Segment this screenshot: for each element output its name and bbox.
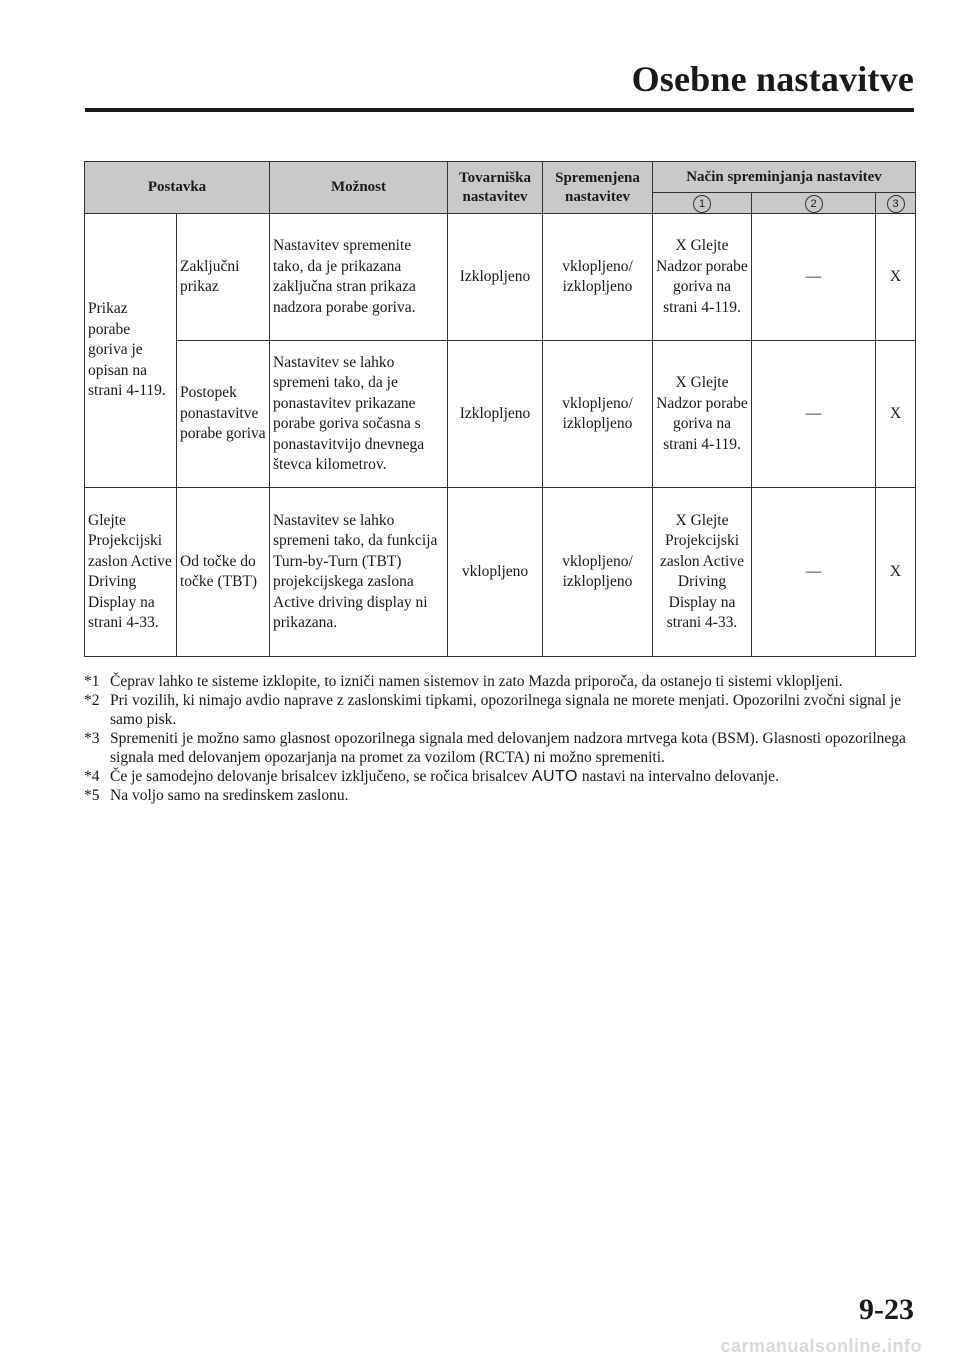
footnote-text: Pri vozilih, ki nimajo avdio naprave z zaslonskimi tipkami, opozorilnega signala ne morete menjati. Opozorilni zvočni signal je samo pisk. xyxy=(110,692,902,728)
cell-method-2: — xyxy=(752,488,876,657)
footnote xyxy=(84,691,924,729)
cell-postavka: Glejte Projekcijski zaslon Active Driving Display na strani 4-33. xyxy=(85,488,177,657)
cell-method-2: — xyxy=(752,214,876,341)
wiper-auto-icon: AUTO xyxy=(531,768,578,785)
cell-method-3: X xyxy=(876,488,916,657)
header-moznost: Možnost xyxy=(270,162,448,214)
header-spremenjena: Spremenjena nastavitev xyxy=(543,162,653,214)
footnote-text: Čeprav lahko te sisteme izklopite, to izniči namen sistemov in zato Mazda priporoča, da ostanejo ti sistemi vklopljeni. xyxy=(110,673,843,690)
cell-method-1: X Glejte Projekcijski zaslon Active Driving Display na strani 4-33. xyxy=(653,488,752,657)
title-rule xyxy=(85,108,914,112)
footnote xyxy=(84,767,924,786)
footnote-mark: *3 xyxy=(84,730,100,747)
table-row xyxy=(85,341,916,488)
header-method-2 xyxy=(752,193,876,214)
cell-opis: Nastavitev se lahko spremeni tako, da funkcija Turn-by-Turn (TBT) projekcijskega zaslona Active driving display ni prikazana. xyxy=(270,488,448,657)
table-row xyxy=(85,488,916,657)
cell-tovarniska: Izklopljeno xyxy=(448,341,543,488)
footnotes xyxy=(84,672,924,805)
cell-method-2: — xyxy=(752,341,876,488)
footnote xyxy=(84,672,924,691)
footnote-mark: *4 xyxy=(84,768,100,785)
cell-method-1: X Glejte Nadzor porabe goriva na strani 4-119. xyxy=(653,214,752,341)
footnote-text-before: Če je samodejno delovanje brisalcev izključeno, se ročica brisalcev xyxy=(110,768,528,785)
header-method-1 xyxy=(653,193,752,214)
footnote-text-after: nastavi na intervalno delovanje. xyxy=(581,768,779,785)
page-title: Osebne nastavitve xyxy=(631,59,914,99)
cell-moznost: Od točke do točke (TBT) xyxy=(177,488,270,657)
settings-table xyxy=(84,161,916,657)
page-number: 9-23 xyxy=(859,1293,914,1326)
footnote-text: Na voljo samo na sredinskem zaslonu. xyxy=(110,787,349,804)
cell-opis: Nastavitev se lahko spremeni tako, da je ponastavitev prikazane porabe goriva sočasna s ponastavitvijo dnevnega števca kilometrov. xyxy=(270,341,448,488)
watermark: carmanualsonline.info xyxy=(720,1336,922,1356)
cell-spremenjena: vklopljeno/ izklopljeno xyxy=(543,488,653,657)
circled-3-icon: 3 xyxy=(887,195,905,213)
cell-method-3: X xyxy=(876,341,916,488)
footnote-mark: *1 xyxy=(84,673,100,690)
header-postavka: Postavka xyxy=(85,162,270,214)
footnote-text xyxy=(110,767,924,786)
cell-moznost: Postopek ponastavitve porabe goriva xyxy=(177,341,270,488)
footnote-text: Spremeniti je možno samo glasnost opozorilnega signala med delovanjem nadzora mrtvega kota (BSM). Glasnosti opozorilnega signala med delovanjem opozarjanja na promet za vozilom (RCTA) ni možno spremeniti. xyxy=(110,730,906,766)
circled-1-icon: 1 xyxy=(693,195,711,213)
header-tovarniska: Tovarniška nastavitev xyxy=(448,162,543,214)
footnote-mark: *2 xyxy=(84,692,100,709)
cell-method-1: X Glejte Nadzor porabe goriva na strani 4-119. xyxy=(653,341,752,488)
cell-tovarniska: vklopljeno xyxy=(448,488,543,657)
cell-moznost: Zaključni prikaz xyxy=(177,214,270,341)
cell-opis: Nastavitev spremenite tako, da je prikazana zaključna stran prikaza nadzora porabe goriva. xyxy=(270,214,448,341)
cell-postavka: Prikaz porabe goriva je opisan na strani 4-119. xyxy=(85,214,177,488)
footnote xyxy=(84,786,924,805)
footnote-mark: *5 xyxy=(84,787,100,804)
circled-2-icon: 2 xyxy=(805,195,823,213)
cell-tovarniska: Izklopljeno xyxy=(448,214,543,341)
cell-method-3: X xyxy=(876,214,916,341)
footnote xyxy=(84,729,924,767)
table-row xyxy=(85,214,916,341)
header-nacin: Način spreminjanja nastavitev xyxy=(653,162,916,193)
header-method-3 xyxy=(876,193,916,214)
cell-spremenjena: vklopljeno/ izklopljeno xyxy=(543,214,653,341)
cell-spremenjena: vklopljeno/ izklopljeno xyxy=(543,341,653,488)
